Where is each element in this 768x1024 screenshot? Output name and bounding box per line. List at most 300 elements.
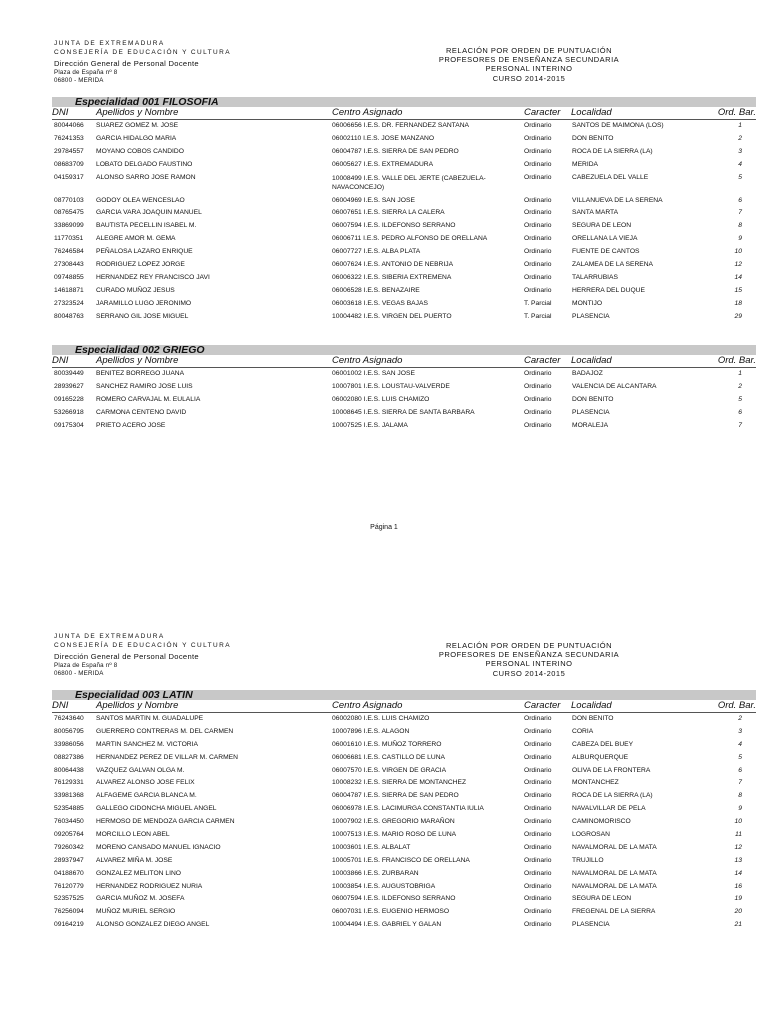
column-header-localidad: Localidad <box>571 355 612 366</box>
cell-centro: 10003601 I.E.S. ALBALAT <box>332 843 411 851</box>
table-row <box>52 739 756 752</box>
cell-caracter: Ordinario <box>524 122 552 129</box>
cell-localidad: LOGROSAN <box>572 831 610 839</box>
section-filosofia <box>52 97 756 323</box>
cell-dni: 33869099 <box>54 222 84 230</box>
column-header-dni: DNI <box>52 700 69 711</box>
org-name: JUNTA DE EXTREMADURA <box>54 40 165 47</box>
cell-centro: 06003618 I.E.S. VEGAS BAJAS <box>332 299 428 307</box>
cell-centro: 06005627 I.E.S. EXTREMADURA <box>332 160 434 168</box>
cell-ord: 1 <box>738 370 742 377</box>
cell-localidad: ALBURQUERQUE <box>572 753 629 761</box>
cell-name: GARCIA MUÑOZ M. JOSEFA <box>96 895 185 903</box>
org-header-2 <box>54 633 231 679</box>
cell-centro: 06007594 I.E.S. ILDEFONSO SERRANO <box>332 222 456 230</box>
cell-dni: 04159317 <box>54 173 84 181</box>
cell-dni: 08827386 <box>54 753 84 761</box>
table-row <box>52 420 756 433</box>
cell-dni: 08770103 <box>54 196 84 204</box>
cell-localidad: PLASENCIA <box>572 408 610 416</box>
cell-name: GARCIA HIDALGO MARIA <box>96 134 177 142</box>
cell-name: PEÑALOSA LAZARO ENRIQUE <box>96 248 193 256</box>
cell-centro: 06001002 I.E.S. SAN JOSE <box>332 370 415 377</box>
cell-ord: 14 <box>734 273 742 281</box>
cell-centro: 06007570 I.E.S. VIRGEN DE GRACIA <box>332 766 447 774</box>
cell-caracter: Ordinario <box>524 779 552 787</box>
column-header-name: Apellidos y Nombre <box>96 355 179 366</box>
section-latin <box>52 690 756 932</box>
cell-dni: 76246584 <box>54 248 84 256</box>
cell-ord: 7 <box>738 421 742 429</box>
cell-centro: 06004787 I.E.S. SIERRA DE SAN PEDRO <box>332 792 459 800</box>
cell-dni: 04188670 <box>54 869 84 877</box>
table-row <box>52 133 756 146</box>
cell-caracter: Ordinario <box>524 831 552 839</box>
cell-localidad: NAVALMORAL DE LA MATA <box>572 882 657 890</box>
table-row <box>52 790 756 803</box>
column-header-row <box>52 355 756 368</box>
cell-caracter: Ordinario <box>524 395 552 403</box>
table-row <box>52 919 756 932</box>
table-row <box>52 207 756 220</box>
report-title-4: CURSO 2014-2015 <box>492 73 566 83</box>
table-row <box>52 311 756 324</box>
column-header-caracter: Caracter <box>524 107 561 118</box>
cell-centro: 10005701 I.E.S. FRANCISCO DE ORELLANA <box>332 856 470 864</box>
cell-centro: 06002110 I.E.S. JOSE MANZANO <box>332 134 435 142</box>
column-header-ord: Ord. Bar. <box>717 107 756 118</box>
table-row <box>52 829 756 842</box>
cell-name: ALEGRE AMOR M. GEMA <box>96 235 176 243</box>
cell-dni: 52354885 <box>54 805 84 813</box>
table-row <box>52 726 756 739</box>
cell-ord: 2 <box>738 382 742 390</box>
cell-dni: 14618871 <box>54 286 84 294</box>
cell-centro: 06002080 I.E.S. LUIS CHAMIZO <box>332 395 430 403</box>
org-consejeria: CONSEJERÍA DE EDUCACIÓN Y CULTURA <box>54 641 231 649</box>
specialty-title: Especialidad 001 FILOSOFIA <box>75 96 219 108</box>
cell-name: MORENO CANSADO MANUEL IGNACIO <box>96 843 221 851</box>
org-direccion: Dirección General de Personal Docente <box>54 58 199 68</box>
column-header-localidad: Localidad <box>571 107 612 118</box>
cell-name: ALONSO SARRO JOSE RAMON <box>96 173 196 181</box>
column-header-ord: Ord. Bar. <box>717 700 756 711</box>
cell-dni: 53266918 <box>54 408 84 416</box>
cell-caracter: Ordinario <box>524 421 552 429</box>
cell-dni: 80044066 <box>54 122 84 129</box>
cell-localidad: SEGURA DE LEON <box>572 895 632 903</box>
column-header-centro: Centro Asignado <box>332 107 403 118</box>
table-row <box>52 195 756 208</box>
cell-caracter: Ordinario <box>524 882 552 890</box>
cell-ord: 12 <box>734 843 742 851</box>
cell-centro: 06006528 I.E.S. BENAZAIRE <box>332 286 420 294</box>
cell-name: GODOY OLEA WENCESLAO <box>96 196 185 204</box>
cell-centro: 10004494 I.E.S. GABRIEL Y GALAN <box>332 921 442 929</box>
cell-ord: 16 <box>734 882 742 890</box>
cell-dni: 76129331 <box>54 779 84 787</box>
report-title-3: PERSONAL INTERINO <box>485 659 573 669</box>
cell-centro: 06001610 I.E.S. MUÑOZ TORRERO <box>332 740 442 748</box>
cell-caracter: Ordinario <box>524 286 552 294</box>
table-row <box>52 120 756 133</box>
cell-caracter: Ordinario <box>524 753 552 761</box>
cell-ord: 5 <box>738 753 742 761</box>
specialty-title: Especialidad 002 GRIEGO <box>75 344 205 356</box>
table-row <box>52 272 756 285</box>
cell-caracter: Ordinario <box>524 408 552 416</box>
cell-dni: 80064438 <box>54 766 84 774</box>
cell-caracter: Ordinario <box>524 248 552 256</box>
cell-caracter: Ordinario <box>524 805 552 813</box>
cell-ord: 1 <box>738 122 742 129</box>
cell-dni: 76241353 <box>54 134 84 142</box>
cell-centro: 10007513 I.E.S. MARIO ROSO DE LUNA <box>332 831 457 839</box>
cell-dni: 09175304 <box>54 421 84 429</box>
cell-name: JARAMILLO LUGO JERONIMO <box>96 299 192 307</box>
cell-caracter: Ordinario <box>524 856 552 864</box>
cell-localidad: PLASENCIA <box>572 312 610 320</box>
cell-localidad: MONTIJO <box>572 299 603 307</box>
specialty-title: Especialidad 003 LATIN <box>75 689 193 701</box>
table-row <box>52 285 756 298</box>
column-header-dni: DNI <box>52 355 69 366</box>
specialty-bar <box>52 690 756 700</box>
cell-name: BAUTISTA PECELLIN ISABEL M. <box>96 222 197 230</box>
cell-dni: 11770351 <box>54 235 84 243</box>
cell-centro: 10003854 I.E.S. AUGUSTOBRIGA <box>332 882 436 890</box>
cell-localidad: MORALEJA <box>572 421 609 429</box>
cell-caracter: Ordinario <box>524 209 552 217</box>
cell-name: SERRANO GIL JOSE MIGUEL <box>96 312 189 320</box>
cell-name: VAZQUEZ GALVAN OLGA M. <box>96 766 185 774</box>
cell-centro: 10007902 I.E.S. GREGORIO MARAÑON <box>332 818 455 826</box>
report-title-4: CURSO 2014-2015 <box>492 668 566 678</box>
cell-ord: 4 <box>738 160 742 168</box>
cell-name: SUAREZ GOMEZ M. JOSE <box>96 122 179 129</box>
cell-dni: 08765475 <box>54 209 84 217</box>
org-address-2: 06800 - MERIDA <box>54 77 104 85</box>
cell-ord: 5 <box>738 395 742 403</box>
table-row <box>52 159 756 172</box>
cell-localidad: PLASENCIA <box>572 921 610 929</box>
cell-name: PRIETO ACERO JOSE <box>96 421 166 429</box>
table-row <box>52 713 756 726</box>
table-row <box>52 259 756 272</box>
cell-ord: 14 <box>734 869 742 877</box>
cell-caracter: Ordinario <box>524 222 552 230</box>
cell-localidad: CORIA <box>572 727 594 735</box>
cell-centro: 06007727 I.E.S. ALBA PLATA <box>332 248 421 256</box>
cell-localidad: CABEZA DEL BUEY <box>572 740 634 748</box>
cell-localidad: CABEZUELA DEL VALLE <box>572 173 649 181</box>
table-row <box>52 855 756 868</box>
cell-ord: 2 <box>738 134 742 142</box>
cell-caracter: Ordinario <box>524 273 552 281</box>
cell-ord: 19 <box>734 895 742 903</box>
cell-dni: 76034450 <box>54 818 84 826</box>
column-header-row <box>52 107 756 120</box>
report-title-3: PERSONAL INTERINO <box>485 64 573 74</box>
cell-localidad: ROCA DE LA SIERRA (LA) <box>572 147 653 155</box>
cell-name: CURADO MUÑOZ JESUS <box>96 286 175 294</box>
table-row <box>52 752 756 765</box>
cell-ord: 10 <box>734 248 742 256</box>
cell-caracter: T. Parcial <box>524 299 552 307</box>
cell-localidad: SANTA MARTA <box>572 209 619 217</box>
cell-localidad: DON BENITO <box>572 395 614 403</box>
table-row <box>52 146 756 159</box>
cell-ord: 7 <box>738 779 742 787</box>
cell-name: CARMONA CENTENO DAVID <box>96 408 187 416</box>
table-row <box>52 765 756 778</box>
table-row <box>52 777 756 790</box>
cell-ord: 3 <box>738 147 742 155</box>
cell-ord: 8 <box>738 792 742 800</box>
cell-dni: 79260342 <box>54 843 84 851</box>
cell-name: GALLEGO CIDONCHA MIGUEL ANGEL <box>96 805 217 813</box>
page-number: Página 1 <box>370 524 398 531</box>
org-address-2: 06800 - MERIDA <box>54 670 104 678</box>
cell-localidad: BADAJOZ <box>572 370 603 377</box>
cell-caracter: Ordinario <box>524 147 552 155</box>
report-title-2: PROFESORES DE ENSEÑANZA SECUNDARIA <box>438 650 620 660</box>
cell-name: MOYANO COBOS CANDIDO <box>96 147 184 155</box>
table-row <box>52 246 756 259</box>
cell-dni: 28939627 <box>54 382 84 390</box>
cell-name: SANCHEZ RAMIRO JOSE LUIS <box>96 382 193 390</box>
cell-dni: 33981368 <box>54 792 84 800</box>
cell-ord: 3 <box>738 727 742 735</box>
cell-caracter: Ordinario <box>524 370 552 377</box>
cell-dni: 80056795 <box>54 727 84 735</box>
cell-localidad: HERRERA DEL DUQUE <box>572 286 645 294</box>
cell-caracter: Ordinario <box>524 792 552 800</box>
cell-centro: 10003866 I.E.S. ZURBARAN <box>332 869 419 877</box>
cell-localidad: OLIVA DE LA FRONTERA <box>572 766 651 774</box>
cell-caracter: Ordinario <box>524 382 552 390</box>
cell-caracter: Ordinario <box>524 173 552 181</box>
cell-name: MORCILLO LEON ABEL <box>96 831 170 839</box>
cell-centro: 10007525 I.E.S. JALAMA <box>332 421 408 429</box>
cell-caracter: Ordinario <box>524 869 552 877</box>
org-address-1: Plaza de España nº 8 <box>54 661 118 669</box>
cell-name: GONZALEZ MELITON LINO <box>96 869 181 877</box>
cell-name: HERNANDEZ REY FRANCISCO JAVI <box>96 273 210 281</box>
column-header-ord: Ord. Bar. <box>717 355 756 366</box>
cell-name: GARCIA VARA JOAQUIN MANUEL <box>96 209 202 217</box>
cell-caracter: Ordinario <box>524 908 552 916</box>
cell-caracter: Ordinario <box>524 261 552 269</box>
cell-ord: 6 <box>738 196 742 204</box>
cell-centro: 06007594 I.E.S. ILDEFONSO SERRANO <box>332 895 456 903</box>
cell-ord: 8 <box>738 222 742 230</box>
column-header-name: Apellidos y Nombre <box>96 700 179 711</box>
table-row <box>52 868 756 881</box>
table-row <box>52 368 756 381</box>
table-row <box>52 816 756 829</box>
table-row <box>52 220 756 233</box>
cell-name: MUÑOZ MURIEL SERGIO <box>96 908 176 916</box>
cell-name: ALONSO GONZALEZ DIEGO ANGEL <box>96 921 210 929</box>
cell-name: SANTOS MARTIN M. GUADALUPE <box>96 715 204 722</box>
cell-localidad: MERIDA <box>572 160 599 168</box>
table-row <box>52 407 756 420</box>
cell-ord: 9 <box>738 235 742 243</box>
cell-localidad: DON BENITO <box>572 715 614 722</box>
cell-caracter: Ordinario <box>524 134 552 142</box>
cell-ord: 20 <box>734 908 742 916</box>
cell-ord: 7 <box>738 209 742 217</box>
cell-centro: 06006322 I.E.S. SIBERIA EXTREMENA <box>332 273 452 281</box>
cell-centro: 06002080 I.E.S. LUIS CHAMIZO <box>332 715 430 722</box>
cell-centro: 06007651 I.E.S. SIERRA LA CALERA <box>332 209 445 217</box>
report-title-1: RELACIÓN POR ORDEN DE PUNTUACIÓN <box>445 46 613 55</box>
cell-name: ALFAGEME GARCIA BLANCA M. <box>96 792 197 800</box>
cell-name: HERMOSO DE MENDOZA GARCIA CARMEN <box>96 818 235 826</box>
cell-localidad: SEGURA DE LEON <box>572 222 632 230</box>
cell-dni: 80039449 <box>54 370 84 377</box>
org-direccion: Dirección General de Personal Docente <box>54 651 199 661</box>
column-header-row <box>52 700 756 713</box>
cell-ord: 6 <box>738 408 742 416</box>
cell-localidad: NAVALVILLAR DE PELA <box>572 805 646 813</box>
cell-dni: 28937947 <box>54 856 84 864</box>
cell-caracter: Ordinario <box>524 196 552 204</box>
cell-localidad: CAMINOMORISCO <box>572 818 631 826</box>
cell-ord: 11 <box>735 831 742 839</box>
cell-dni: 80048763 <box>54 312 84 320</box>
cell-centro: 06007624 I.E.S. ANTONIO DE NEBRIJA <box>332 261 454 269</box>
cell-centro: 06006656 I.E.S. DR. FERNANDEZ SANTANA <box>332 122 470 129</box>
cell-dni: 09164219 <box>54 921 84 929</box>
cell-name: BENITEZ BORREGO JUANA <box>96 370 185 377</box>
cell-name: HERNANDEZ RODRIGUEZ NURIA <box>96 882 203 890</box>
cell-name: ROMERO CARVAJAL M. EULALIA <box>96 395 201 403</box>
table-row <box>52 394 756 407</box>
cell-name: GUERRERO CONTRERAS M. DEL CARMEN <box>96 727 234 735</box>
cell-localidad: TRUJILLO <box>572 856 604 864</box>
cell-name: ALVAREZ MIÑA M. JOSE <box>96 856 173 864</box>
cell-localidad: ROCA DE LA SIERRA (LA) <box>572 792 653 800</box>
cell-centro: 10007801 I.E.S. LOUSTAU-VALVERDE <box>332 382 450 390</box>
cell-ord: 5 <box>738 173 742 181</box>
report-title-2 <box>398 641 660 678</box>
cell-localidad: DON BENITO <box>572 134 614 142</box>
cell-localidad: SANTOS DE MAIMONA (LOS) <box>572 122 664 129</box>
cell-centro: 06004969 I.E.S. SAN JOSE <box>332 196 415 204</box>
cell-caracter: Ordinario <box>524 727 552 735</box>
cell-ord: 2 <box>738 715 742 722</box>
column-header-caracter: Caracter <box>524 700 561 711</box>
cell-dni: 76120779 <box>54 882 84 890</box>
cell-dni: 08683709 <box>54 160 84 168</box>
cell-dni: 09748855 <box>54 273 84 281</box>
cell-name: RODRIGUEZ LOPEZ JORGE <box>96 261 185 269</box>
cell-centro: 06004787 I.E.S. SIERRA DE SAN PEDRO <box>332 147 459 155</box>
report-title-2: PROFESORES DE ENSEÑANZA SECUNDARIA <box>438 55 620 65</box>
table-row <box>52 842 756 855</box>
cell-name: HERNANDEZ PEREZ DE VILLAR M. CARMEN <box>96 753 238 761</box>
cell-caracter: Ordinario <box>524 921 552 929</box>
column-header-localidad: Localidad <box>571 700 612 711</box>
cell-centro: 06006978 I.E.S. LACIMURGA CONSTANTIA IULIA <box>332 805 484 813</box>
cell-dni: 33986056 <box>54 740 84 748</box>
cell-ord: 29 <box>734 312 742 320</box>
table-row <box>52 893 756 906</box>
cell-localidad: NAVALMORAL DE LA MATA <box>572 843 657 851</box>
cell-localidad: ZALAMEA DE LA SERENA <box>572 261 654 269</box>
table-row <box>52 881 756 894</box>
table-row <box>52 233 756 246</box>
column-header-dni: DNI <box>52 107 69 118</box>
cell-dni: 09165228 <box>54 395 84 403</box>
report-title <box>398 46 660 83</box>
table-row <box>52 906 756 919</box>
org-name: JUNTA DE EXTREMADURA <box>54 633 165 640</box>
specialty-bar <box>52 97 756 107</box>
cell-caracter: Ordinario <box>524 160 552 168</box>
org-consejeria: CONSEJERÍA DE EDUCACIÓN Y CULTURA <box>54 48 231 56</box>
specialty-bar <box>52 345 756 355</box>
column-header-caracter: Caracter <box>524 355 561 366</box>
cell-caracter: Ordinario <box>524 766 552 774</box>
table-row <box>52 803 756 816</box>
cell-centro: 06006681 I.E.S. CASTILLO DE LUNA <box>332 753 446 761</box>
cell-caracter: Ordinario <box>524 895 552 903</box>
cell-ord: 6 <box>738 766 742 774</box>
cell-localidad: ORELLANA LA VIEJA <box>572 235 638 243</box>
cell-centro: 06007031 I.E.S. EUGENIO HERMOSO <box>332 908 450 916</box>
cell-dni: 76243640 <box>54 715 84 722</box>
cell-name: LOBATO DELGADO FAUSTINO <box>96 160 193 168</box>
column-header-centro: Centro Asignado <box>332 355 403 366</box>
cell-centro: 10004482 I.E.S. VIRGEN DEL PUERTO <box>332 312 452 320</box>
cell-centro: 06006711 I.E.S. PEDRO ALFONSO DE ORELLANA <box>332 235 488 243</box>
cell-ord: 9 <box>738 805 742 813</box>
cell-caracter: Ordinario <box>524 715 552 722</box>
cell-ord: 10 <box>734 818 742 826</box>
cell-centro: 10008645 I.E.S. SIERRA DE SANTA BARBARA <box>332 408 475 416</box>
cell-localidad: MONTANCHEZ <box>572 779 619 787</box>
column-header-name: Apellidos y Nombre <box>96 107 179 118</box>
cell-dni: 27323524 <box>54 299 84 307</box>
cell-dni: 76256094 <box>54 908 84 916</box>
section-griego <box>52 345 756 432</box>
cell-caracter: T. Parcial <box>524 312 552 320</box>
cell-centro: 10007896 I.E.S. ALAGON <box>332 727 410 735</box>
org-header <box>54 40 231 86</box>
cell-caracter: Ordinario <box>524 843 552 851</box>
cell-localidad: FUENTE DE CANTOS <box>572 248 640 256</box>
cell-dni: 27308443 <box>54 261 84 269</box>
cell-ord: 12 <box>734 261 742 269</box>
cell-name: MARTIN SANCHEZ M. VICTORIA <box>96 740 198 748</box>
cell-caracter: Ordinario <box>524 740 552 748</box>
cell-localidad: NAVALMORAL DE LA MATA <box>572 869 657 877</box>
cell-name: ALVAREZ ALONSO JOSE FELIX <box>96 779 195 787</box>
org-address-1: Plaza de España nº 8 <box>54 68 118 76</box>
cell-dni: 29784557 <box>54 147 84 155</box>
table-row <box>52 172 756 195</box>
cell-ord: 18 <box>734 299 742 307</box>
cell-caracter: Ordinario <box>524 818 552 826</box>
cell-ord: 21 <box>734 921 742 929</box>
report-title-1: RELACIÓN POR ORDEN DE PUNTUACIÓN <box>445 641 613 650</box>
cell-localidad: TALARRUBIAS <box>572 273 618 281</box>
cell-dni: 52357525 <box>54 895 84 903</box>
table-row <box>52 298 756 311</box>
